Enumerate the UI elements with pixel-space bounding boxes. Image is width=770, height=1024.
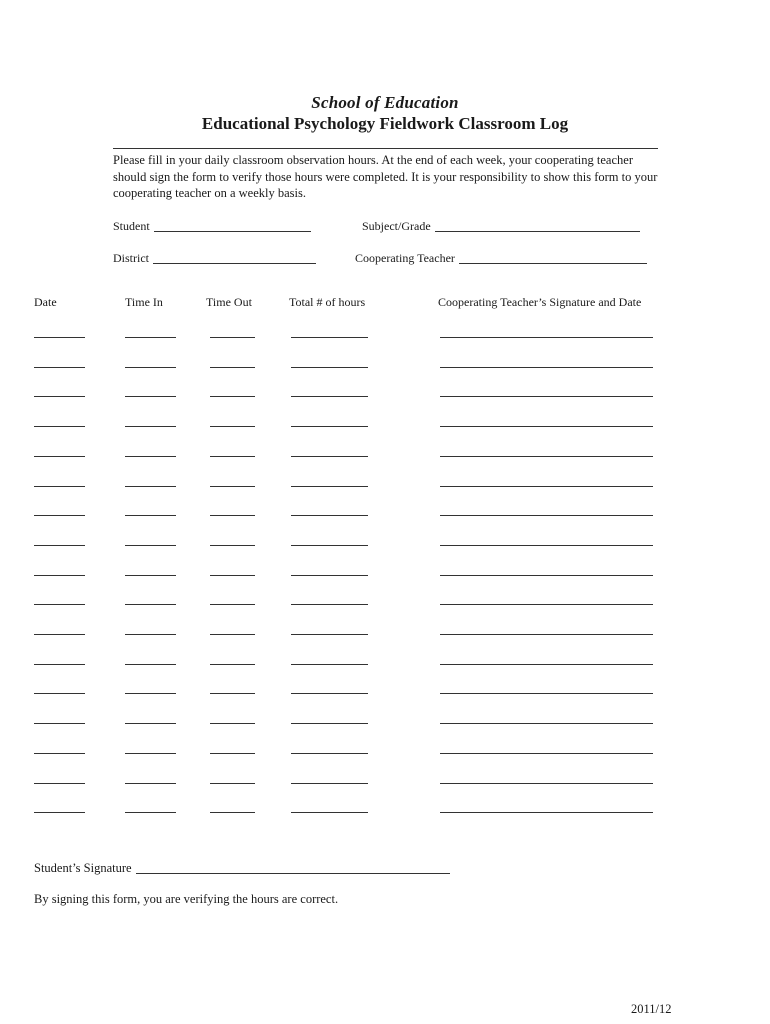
total-hours-blank[interactable] [291, 515, 368, 516]
total-hours-blank[interactable] [291, 396, 368, 397]
col-header-time-in: Time In [125, 295, 163, 309]
signature-date-blank[interactable] [440, 486, 653, 487]
time-out-blank[interactable] [210, 515, 255, 516]
time-in-blank[interactable] [125, 634, 176, 635]
time-in-blank[interactable] [125, 812, 176, 813]
total-hours-blank[interactable] [291, 456, 368, 457]
total-hours-blank[interactable] [291, 426, 368, 427]
time-in-blank[interactable] [125, 753, 176, 754]
total-hours-blank[interactable] [291, 604, 368, 605]
signature-date-blank[interactable] [440, 753, 653, 754]
time-out-blank[interactable] [210, 634, 255, 635]
time-in-blank[interactable] [125, 367, 176, 368]
time-out-blank[interactable] [210, 604, 255, 605]
time-in-blank[interactable] [125, 664, 176, 665]
time-in-blank[interactable] [125, 693, 176, 694]
time-out-blank[interactable] [210, 575, 255, 576]
date-blank[interactable] [34, 545, 85, 546]
date-blank[interactable] [34, 515, 85, 516]
student-signature-field[interactable] [34, 861, 450, 876]
time-out-blank[interactable] [210, 367, 255, 368]
signature-date-blank[interactable] [440, 664, 653, 665]
total-hours-blank[interactable] [291, 783, 368, 784]
time-in-blank[interactable] [125, 486, 176, 487]
signature-date-blank[interactable] [440, 367, 653, 368]
signature-date-blank[interactable] [440, 693, 653, 694]
date-blank[interactable] [34, 575, 85, 576]
time-out-blank[interactable] [210, 426, 255, 427]
time-in-blank[interactable] [125, 456, 176, 457]
signature-date-blank[interactable] [440, 634, 653, 635]
student-signature-label: Student’s Signature [34, 861, 132, 875]
time-out-blank[interactable] [210, 545, 255, 546]
total-hours-blank[interactable] [291, 812, 368, 813]
time-in-blank[interactable] [125, 783, 176, 784]
title-divider [113, 148, 658, 149]
time-out-blank[interactable] [210, 693, 255, 694]
time-out-blank[interactable] [210, 812, 255, 813]
school-name: School of Education [311, 93, 459, 112]
time-in-blank[interactable] [125, 426, 176, 427]
signature-date-blank[interactable] [440, 812, 653, 813]
total-hours-blank[interactable] [291, 723, 368, 724]
subject-grade-label: Subject/Grade [362, 219, 431, 233]
total-hours-blank[interactable] [291, 486, 368, 487]
total-hours-blank[interactable] [291, 634, 368, 635]
signature-date-blank[interactable] [440, 604, 653, 605]
date-blank[interactable] [34, 664, 85, 665]
signature-date-blank[interactable] [440, 723, 653, 724]
time-in-blank[interactable] [125, 337, 176, 338]
date-blank[interactable] [34, 634, 85, 635]
signature-date-blank[interactable] [440, 783, 653, 784]
time-out-blank[interactable] [210, 723, 255, 724]
signature-date-blank[interactable] [440, 337, 653, 338]
date-blank[interactable] [34, 693, 85, 694]
district-field[interactable] [113, 251, 316, 266]
time-out-blank[interactable] [210, 396, 255, 397]
col-header-time-out: Time Out [206, 295, 252, 309]
time-in-blank[interactable] [125, 396, 176, 397]
instructions-text: Please fill in your daily classroom observation hours. At the end of each week, your cooperating teacher should sign the form to verify those hours were completed. It is your responsibility to show this form to your cooperating teacher on a weekly basis. [113, 153, 658, 200]
date-blank[interactable] [34, 367, 85, 368]
date-blank[interactable] [34, 396, 85, 397]
date-blank[interactable] [34, 723, 85, 724]
time-out-blank[interactable] [210, 337, 255, 338]
date-blank[interactable] [34, 337, 85, 338]
date-blank[interactable] [34, 812, 85, 813]
signature-date-blank[interactable] [440, 456, 653, 457]
district-label: District [113, 251, 149, 265]
time-out-blank[interactable] [210, 753, 255, 754]
date-blank[interactable] [34, 783, 85, 784]
subject-grade-blank[interactable] [435, 231, 640, 232]
student-signature-blank[interactable] [136, 873, 450, 874]
signature-date-blank[interactable] [440, 426, 653, 427]
col-header-total-hours: Total # of hours [289, 295, 366, 309]
time-out-blank[interactable] [210, 456, 255, 457]
col-header-date: Date [34, 295, 57, 309]
total-hours-blank[interactable] [291, 337, 368, 338]
total-hours-blank[interactable] [291, 545, 368, 546]
student-blank[interactable] [154, 231, 311, 232]
subject-grade-field[interactable] [362, 219, 640, 234]
total-hours-blank[interactable] [291, 693, 368, 694]
cooperating-teacher-blank[interactable] [459, 263, 647, 264]
signature-date-blank[interactable] [440, 575, 653, 576]
time-out-blank[interactable] [210, 664, 255, 665]
student-field[interactable] [113, 219, 311, 234]
time-in-blank[interactable] [125, 723, 176, 724]
signature-date-blank[interactable] [440, 396, 653, 397]
total-hours-blank[interactable] [291, 664, 368, 665]
total-hours-blank[interactable] [291, 575, 368, 576]
time-in-blank[interactable] [125, 515, 176, 516]
total-hours-blank[interactable] [291, 367, 368, 368]
district-blank[interactable] [153, 263, 316, 264]
total-hours-blank[interactable] [291, 753, 368, 754]
date-blank[interactable] [34, 604, 85, 605]
form-code: 2011/12 [631, 1002, 672, 1016]
time-out-blank[interactable] [210, 783, 255, 784]
time-in-blank[interactable] [125, 604, 176, 605]
time-in-blank[interactable] [125, 545, 176, 546]
cooperating-teacher-label: Cooperating Teacher [355, 251, 455, 265]
student-label: Student [113, 219, 150, 233]
date-blank[interactable] [34, 486, 85, 487]
date-blank[interactable] [34, 456, 85, 457]
form-title: Educational Psychology Fieldwork Classroom Log [201, 114, 569, 133]
date-blank[interactable] [34, 426, 85, 427]
date-blank[interactable] [34, 753, 85, 754]
col-header-signature-date: Cooperating Teacher’s Signature and Date [438, 295, 642, 309]
time-in-blank[interactable] [125, 575, 176, 576]
signature-date-blank[interactable] [440, 515, 653, 516]
cooperating-teacher-field[interactable] [355, 251, 647, 266]
signature-date-blank[interactable] [440, 545, 653, 546]
time-out-blank[interactable] [210, 486, 255, 487]
verification-note: By signing this form, you are verifying the hours are correct. [34, 892, 339, 906]
